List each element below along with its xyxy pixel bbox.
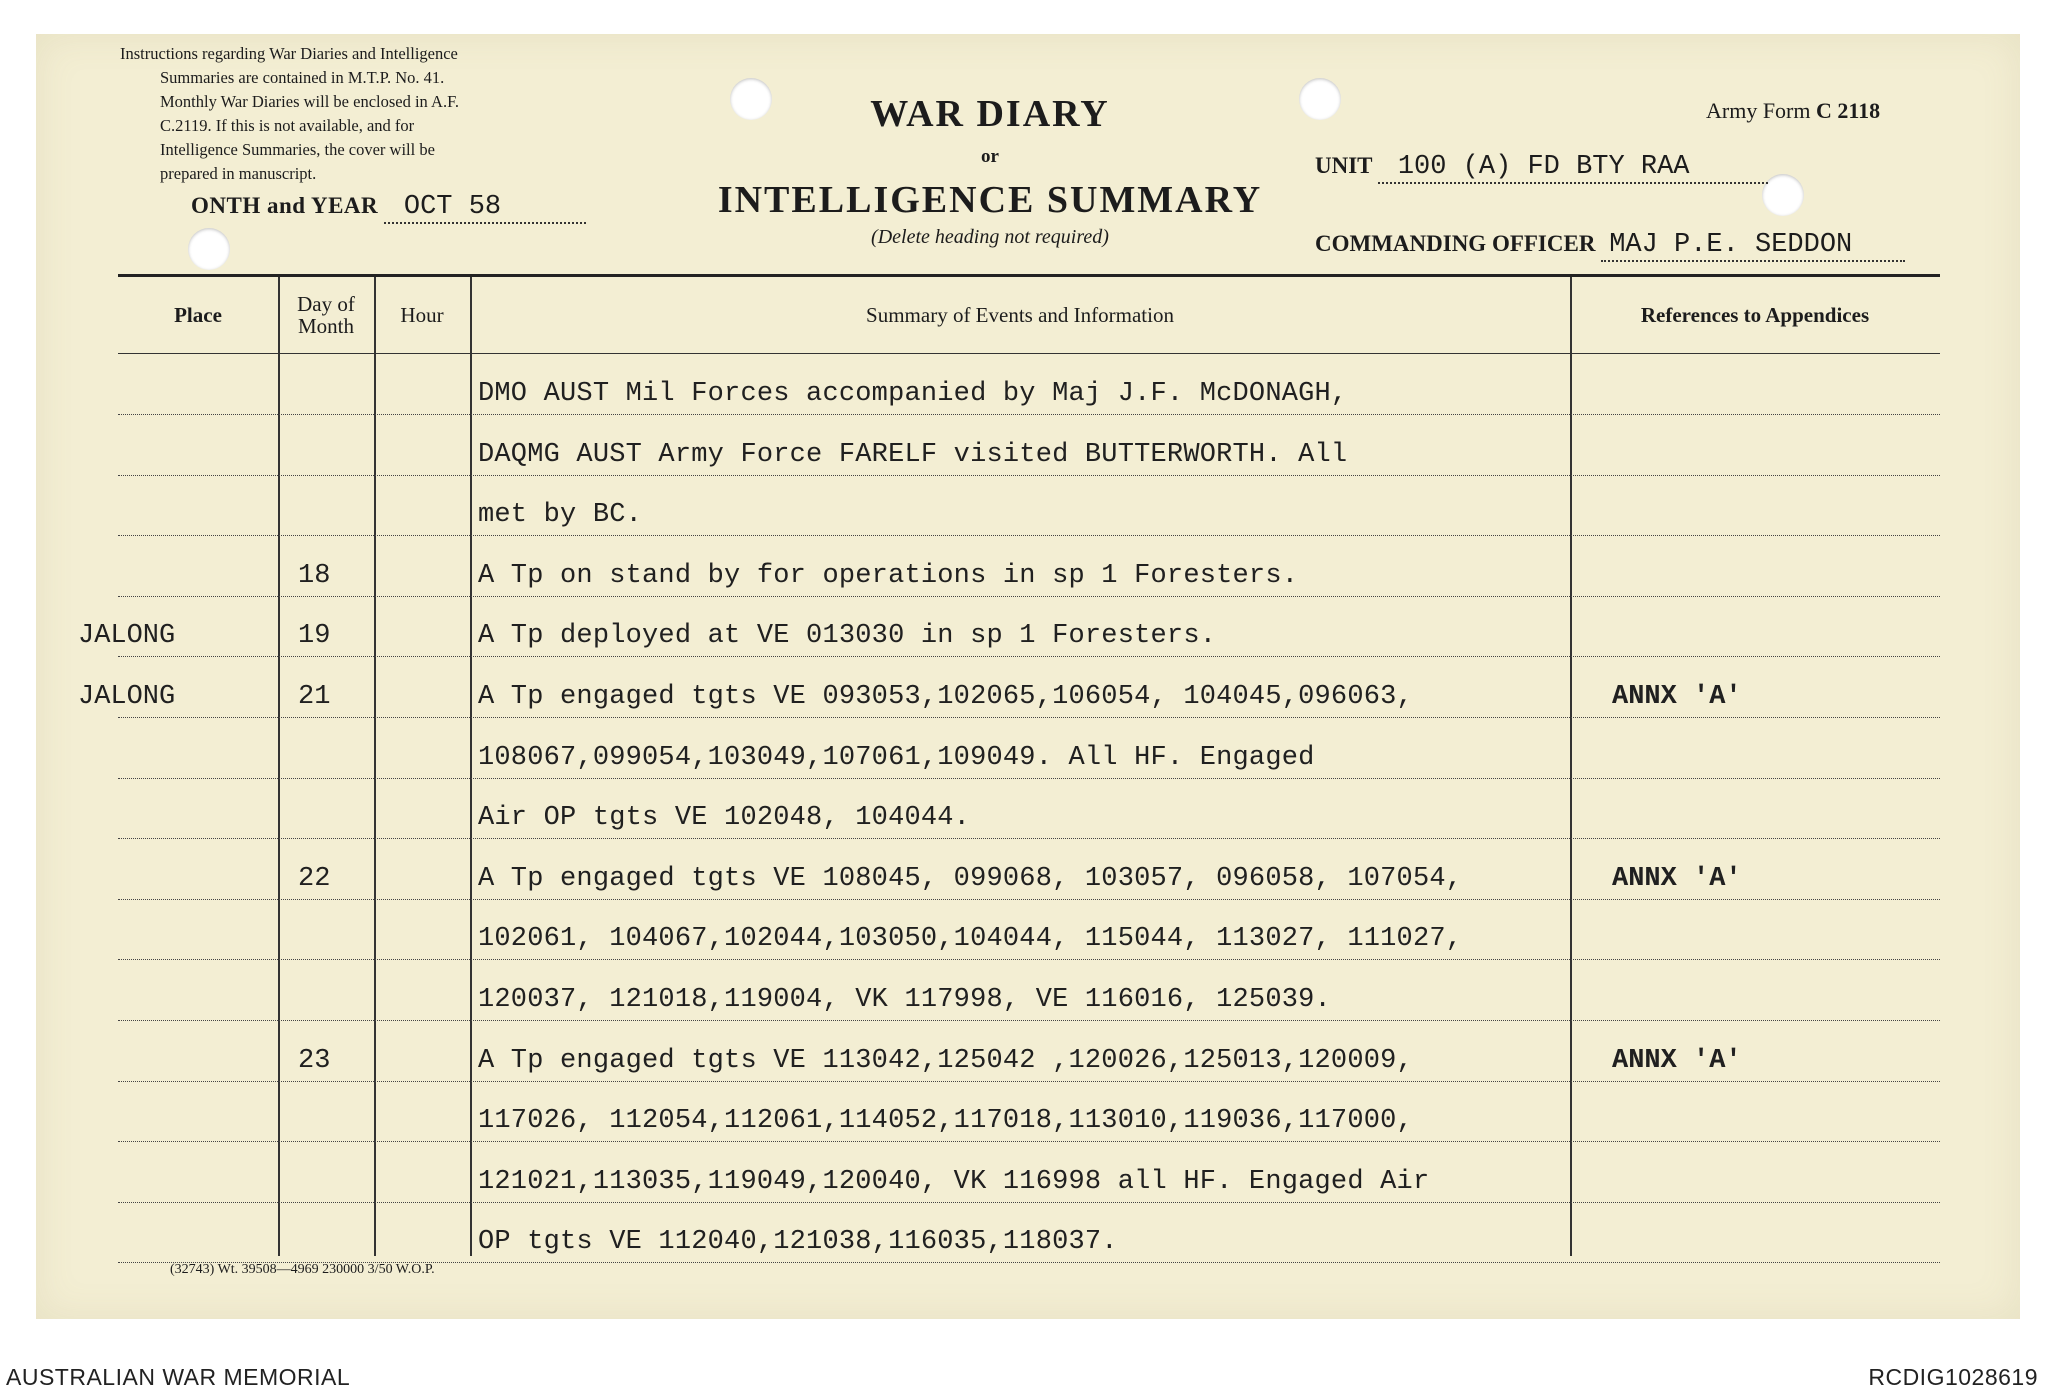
title-or: or (981, 146, 999, 167)
title-note: (Delete heading not required) (871, 226, 1109, 248)
instructions-line: Instructions regarding War Diaries and Intelligence (120, 44, 458, 63)
day-cell: 22 (298, 863, 331, 894)
army-form-number (1706, 98, 1880, 124)
summary-cell: OP tgts VE 112040,121038,116035,118037. (478, 1227, 1118, 1258)
header-place: Place (118, 277, 278, 354)
reference-cell: ANNX 'A' (1612, 863, 1742, 894)
army-form-code: C 2118 (1816, 98, 1881, 123)
punch-hole (188, 228, 230, 270)
diary-table (78, 274, 1940, 1258)
header-references: References to Appendices (1570, 277, 1940, 354)
table-row (118, 1202, 1940, 1263)
form-print-code: (32743) Wt. 39508—4969 230000 3/50 W.O.P. (170, 1262, 435, 1277)
day-cell: 18 (298, 560, 331, 591)
table-row (118, 415, 1940, 476)
table-row (118, 1021, 1940, 1082)
summary-cell: A Tp engaged tgts VE 093053,102065,106054, 104045,096063, (478, 682, 1413, 712)
instructions-line: Intelligence Summaries, the cover will be (160, 140, 435, 159)
summary-cell: A Tp engaged tgts VE 113042,125042 ,120026,125013,120009, (478, 1045, 1413, 1076)
table-row (78, 657, 1940, 718)
co-value: MAJ P.E. SEDDON (1601, 230, 1905, 262)
header-day-of-month: Day of Month (278, 277, 374, 354)
month-year-label: ONTH and YEAR (191, 193, 379, 218)
summary-cell: DAQMG AUST Army Force FARELF visited BUTTERWORTH. All (478, 439, 1348, 470)
archive-credit: AUSTRALIAN WAR MEMORIAL (6, 1364, 351, 1390)
summary-cell: met by BC. (478, 500, 643, 531)
instructions-line: C.2119. If this is not available, and for (160, 116, 415, 135)
day-cell: 21 (298, 682, 331, 712)
place-cell: JALONG (78, 621, 176, 652)
table-row (118, 960, 1940, 1021)
day-cell: 23 (298, 1045, 331, 1076)
title-intelligence-summary: INTELLIGENCE SUMMARY (717, 179, 1263, 221)
summary-cell: 121021,113035,119049,120040, VK 116998 all HF. Engaged Air (478, 1166, 1430, 1197)
table-row (118, 354, 1940, 415)
table-row (118, 899, 1940, 960)
co-label: COMMANDING OFFICER (1315, 231, 1596, 256)
summary-cell: A Tp deployed at VE 013030 in sp 1 Foresters. (478, 621, 1217, 652)
table-row (78, 596, 1940, 657)
instructions-line: prepared in manuscript. (160, 164, 317, 183)
unit-value: 100 (A) FD BTY RAA (1378, 152, 1768, 184)
month-year-value: OCT 58 (384, 192, 586, 224)
month-year-field (191, 192, 586, 224)
table-row (118, 718, 1940, 779)
instructions-block (120, 42, 615, 186)
archive-reference-id: RCDIG1028619 (1868, 1364, 2038, 1390)
table-row (118, 536, 1940, 597)
table-row (118, 475, 1940, 536)
table-row (118, 1081, 1940, 1142)
table-row (118, 1142, 1940, 1203)
summary-cell: Air OP tgts VE 102048, 104044. (478, 803, 971, 834)
reference-cell: ANNX 'A' (1612, 1045, 1742, 1076)
header-hour: Hour (374, 277, 470, 354)
place-cell: JALONG (78, 682, 176, 712)
summary-cell: 120037, 121018,119004, VK 117998, VE 116016, 125039. (478, 985, 1331, 1015)
summary-cell: 102061, 104067,102044,103050,104044, 115044, 113027, 111027, (478, 924, 1463, 955)
army-form-prefix: Army Form (1706, 98, 1816, 123)
unit-label: UNIT (1315, 153, 1373, 178)
day-cell: 19 (298, 621, 331, 652)
title-block (660, 92, 1320, 249)
summary-cell: A Tp engaged tgts VE 108045, 099068, 103057, 096058, 107054, (478, 863, 1463, 894)
instructions-line: Summaries are contained in M.T.P. No. 41. (160, 68, 445, 87)
summary-cell: 108067,099054,103049,107061,109049. All HF. Engaged (478, 742, 1315, 773)
header-summary: Summary of Events and Information (470, 277, 1570, 354)
punch-hole (1762, 174, 1804, 216)
reference-cell: ANNX 'A' (1612, 682, 1742, 712)
unit-field (1315, 152, 1768, 184)
table-row (118, 778, 1940, 839)
summary-cell: 117026, 112054,112061,114052,117018,113010,119036,117000, (478, 1106, 1413, 1137)
summary-cell: A Tp on stand by for operations in sp 1 Foresters. (478, 560, 1299, 591)
instructions-line: Monthly War Diaries will be enclosed in A.F. (160, 92, 460, 111)
commanding-officer-field (1315, 230, 1905, 262)
title-war-diary: WAR DIARY (870, 93, 1110, 135)
table-row (118, 839, 1940, 900)
summary-cell: DMO AUST Mil Forces accompanied by Maj J.F. McDONAGH, (478, 379, 1348, 409)
